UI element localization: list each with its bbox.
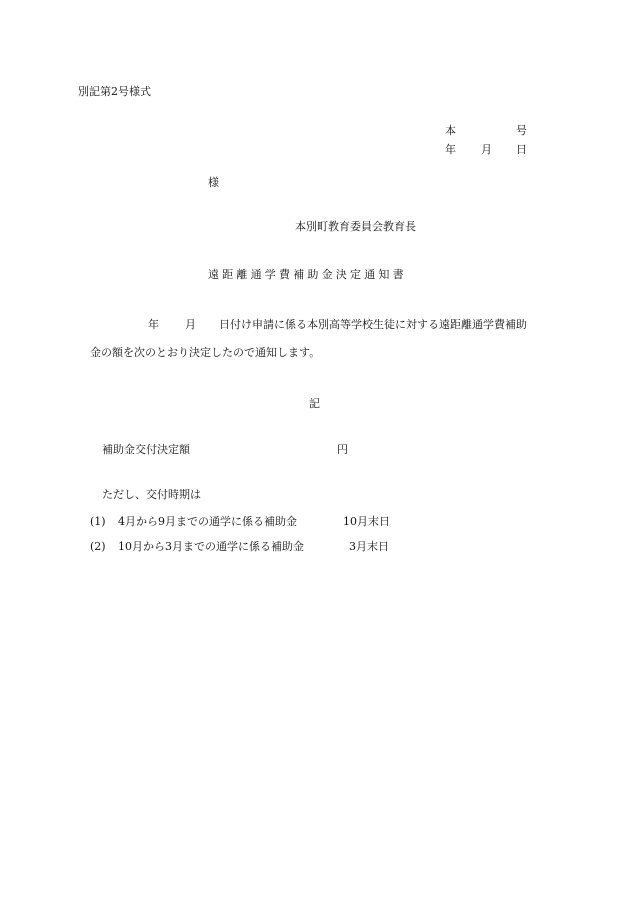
- schedule-item-desc: 10月から3月までの通学に係る補助金: [118, 540, 304, 553]
- body-year: 年: [148, 318, 159, 331]
- addressee-suffix: 様: [208, 176, 219, 189]
- ki-heading: 記: [309, 397, 320, 410]
- doc-number-prefix: 本: [445, 124, 456, 137]
- document-title: 遠距離通学費補助金決定通知書: [208, 268, 407, 281]
- amount-unit: 円: [337, 443, 348, 456]
- doc-date-day: 日: [516, 143, 527, 156]
- doc-date-year: 年: [445, 143, 456, 156]
- schedule-intro: ただし、交付時期は: [102, 488, 201, 501]
- schedule-item-date: 10月末日: [343, 515, 390, 528]
- issuer: 本別町教育委員会教育長: [295, 220, 416, 233]
- schedule-item-number: (1): [90, 515, 106, 528]
- doc-date-month: 月: [481, 143, 492, 156]
- schedule-item-desc: 4月から9月までの通学に係る補助金: [118, 515, 297, 528]
- body-line-2: 金の額を次のとおり決定したので通知します。: [90, 346, 321, 359]
- body-line-1: 日付け申請に係る本別高等学校生徒に対する遠距離通学費補助: [219, 318, 527, 331]
- schedule-item-date: 3月末日: [349, 540, 389, 553]
- schedule-item-number: (2): [90, 540, 106, 553]
- amount-label: 補助金交付決定額: [102, 443, 190, 456]
- body-month: 月: [185, 318, 196, 331]
- doc-number-suffix: 号: [516, 124, 527, 137]
- form-label: 別記第2号様式: [78, 85, 151, 98]
